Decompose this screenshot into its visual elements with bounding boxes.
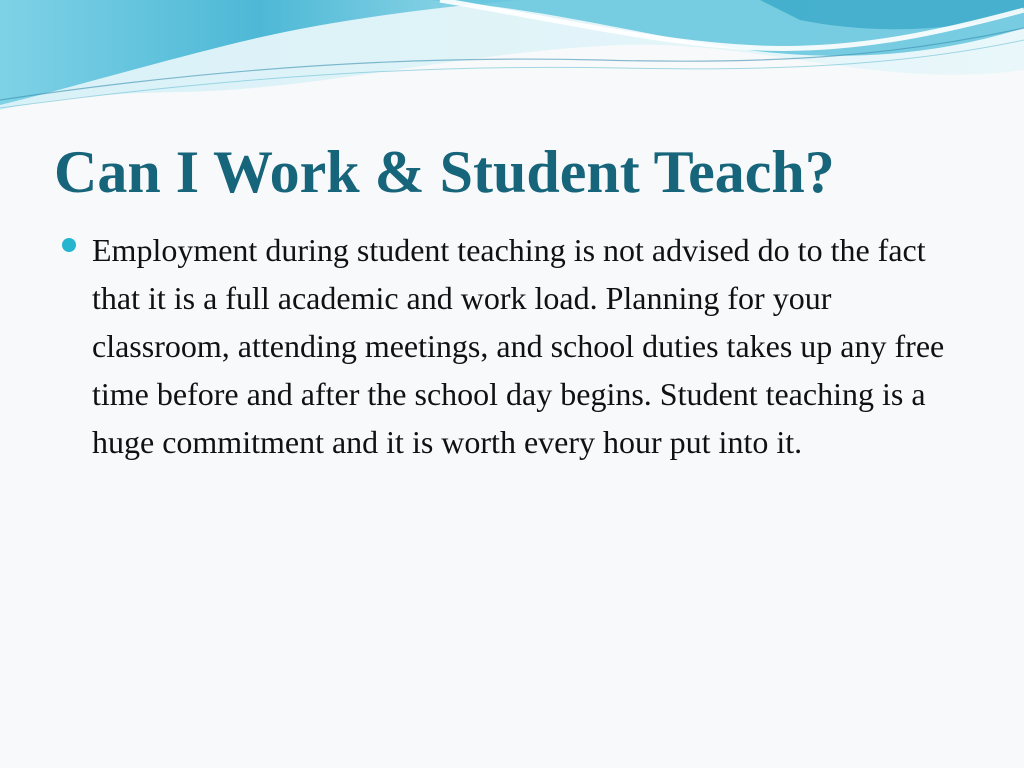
wave-header-decoration [0, 0, 1024, 120]
slide-title: Can I Work & Student Teach? [54, 139, 835, 205]
bullet-icon [62, 238, 76, 252]
bullet-list [92, 226, 972, 466]
bullet-text: Employment during student teaching is not advised do to the fact that it is a full academic and work load. Planning for your classroom, attending meetings, and school duties takes up any free time before and after the school day begins. Student teaching is a huge commitment and it is worth every hour put into it. [92, 232, 945, 460]
bullet-item [92, 226, 972, 466]
